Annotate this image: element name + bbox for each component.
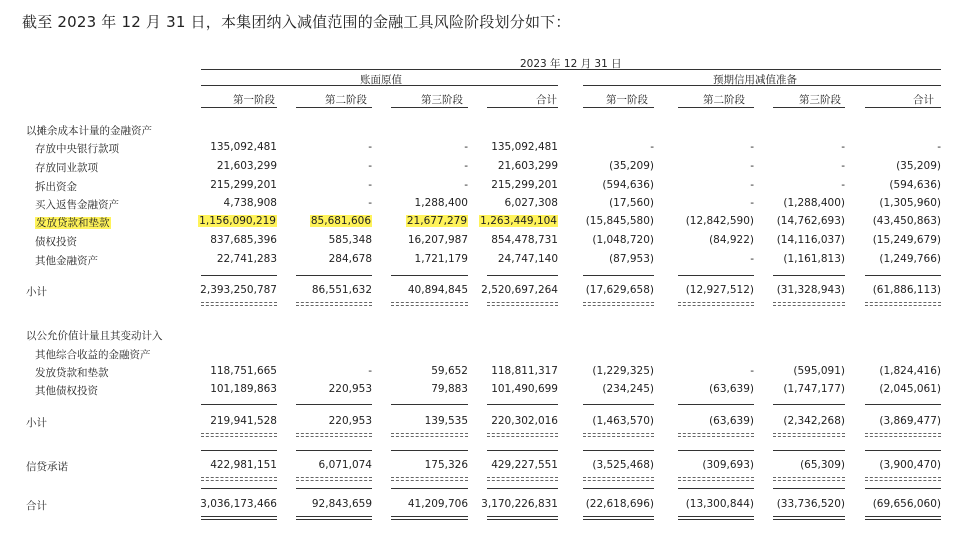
intro-text: 截至 2023 年 12 月 31 日，本集团纳入减值范围的金融工具风险阶段划分如下： <box>22 13 571 31</box>
table-cell <box>406 215 468 227</box>
column-rule <box>865 519 941 520</box>
table-cell: (12,927,512) <box>685 284 754 296</box>
column-rule <box>865 302 941 303</box>
column-rule <box>296 433 372 434</box>
table-cell: (69,656,060) <box>872 498 941 510</box>
table-cell: (3,869,477) <box>879 415 941 427</box>
table-cell: (17,560) <box>609 197 654 209</box>
table-cell: 135,092,481 <box>210 141 277 153</box>
table-cell: 3,170,226,831 <box>481 498 558 510</box>
column-rule <box>487 433 558 434</box>
column-rule <box>201 275 277 276</box>
column-rule <box>583 275 654 276</box>
table-row <box>0 347 960 364</box>
table-row <box>0 253 960 270</box>
table-cell: (14,762,693) <box>776 215 845 227</box>
column-rule <box>583 480 654 481</box>
table-cell: 21,603,299 <box>497 160 558 172</box>
column-rule <box>678 302 754 303</box>
column-rule <box>201 436 277 437</box>
column-rule <box>865 404 941 405</box>
table-cell: 40,894,845 <box>407 284 468 296</box>
table-cell: (61,886,113) <box>872 284 941 296</box>
row-label: 其他金融资产 <box>35 255 98 267</box>
column-rule <box>296 436 372 437</box>
table-cell: 139,535 <box>424 415 468 427</box>
table-cell: 215,299,201 <box>491 179 558 191</box>
column-rule <box>487 519 558 520</box>
table-cell: (1,824,416) <box>879 365 941 377</box>
header-rule-top <box>201 69 941 70</box>
column-rule <box>773 302 845 303</box>
row-label: 发放贷款和垫款 <box>35 367 109 379</box>
table-cell: (1,747,177) <box>783 383 845 395</box>
header-group-ecl: 预期信用减值准备 <box>713 74 797 86</box>
column-rule <box>865 480 941 481</box>
column-rule <box>391 305 468 306</box>
column-rule <box>865 433 941 434</box>
column-rule <box>773 305 845 306</box>
column-rule <box>391 519 468 520</box>
table-cell <box>198 215 277 227</box>
column-rule <box>773 433 845 434</box>
row-label: 买入返售金融资产 <box>35 199 119 211</box>
column-rule <box>487 488 558 489</box>
column-rule <box>773 480 845 481</box>
table-cell: 837,685,396 <box>210 234 277 246</box>
column-rule <box>296 477 372 478</box>
table-cell: - <box>750 160 754 172</box>
col-underline-8 <box>865 107 941 108</box>
table-cell: 118,811,317 <box>491 365 558 377</box>
column-rule <box>296 275 372 276</box>
table-cell: 1,721,179 <box>414 253 468 265</box>
table-cell: 59,652 <box>431 365 468 377</box>
table-cell: 16,207,987 <box>407 234 468 246</box>
column-rule <box>487 477 558 478</box>
table-cell: - <box>750 365 754 377</box>
column-rule <box>391 275 468 276</box>
column-rule <box>678 480 754 481</box>
row-label: 合计 <box>26 500 47 512</box>
col-underline-2 <box>296 107 372 108</box>
table-cell: (84,922) <box>709 234 754 246</box>
column-rule <box>201 305 277 306</box>
row-label: 债权投资 <box>35 236 77 248</box>
table-cell: (1,305,960) <box>879 197 941 209</box>
column-rule <box>773 477 845 478</box>
table-cell: (309,693) <box>702 459 754 471</box>
table-cell: 219,941,528 <box>210 415 277 427</box>
table-cell: - <box>750 197 754 209</box>
column-rule <box>678 436 754 437</box>
column-rule <box>865 436 941 437</box>
column-rule <box>391 480 468 481</box>
table-cell: - <box>750 253 754 265</box>
highlighted-label: 发放贷款和垫款 <box>36 217 110 229</box>
table-cell: (234,245) <box>602 383 654 395</box>
column-rule <box>391 302 468 303</box>
row-label: 小计 <box>26 286 47 298</box>
column-rule <box>583 519 654 520</box>
table-cell: (14,116,037) <box>776 234 845 246</box>
row-label: 存放中央银行款项 <box>35 143 119 155</box>
column-rule <box>201 404 277 405</box>
column-rule <box>201 302 277 303</box>
column-rule <box>583 305 654 306</box>
highlighted-value: 21,677,279 <box>406 215 467 227</box>
table-row <box>0 215 960 232</box>
table-cell: 135,092,481 <box>491 141 558 153</box>
column-rule <box>583 433 654 434</box>
table-cell: (1,048,720) <box>592 234 654 246</box>
header-group-book-value: 账面原值 <box>360 74 402 86</box>
table-cell: (15,845,580) <box>585 215 654 227</box>
table-cell: (35,209) <box>896 160 941 172</box>
column-rule <box>201 433 277 434</box>
table-cell: (3,900,470) <box>879 459 941 471</box>
highlighted-value: 1,263,449,104 <box>480 215 557 227</box>
column-rule <box>678 275 754 276</box>
table-cell <box>479 215 558 227</box>
column-rule <box>296 480 372 481</box>
table-cell: (87,953) <box>609 253 654 265</box>
table-cell: - <box>937 141 941 153</box>
column-rule <box>583 302 654 303</box>
col-header-book-stage1: 第一阶段 <box>233 94 275 106</box>
column-rule <box>678 450 754 451</box>
column-rule <box>201 488 277 489</box>
table-cell: (31,328,943) <box>776 284 845 296</box>
column-rule <box>583 488 654 489</box>
col-header-ecl-stage2: 第二阶段 <box>703 94 745 106</box>
column-rule <box>773 275 845 276</box>
table-cell: 92,843,659 <box>311 498 372 510</box>
table-cell: (65,309) <box>800 459 845 471</box>
table-row <box>0 459 960 476</box>
table-cell: 220,953 <box>328 383 372 395</box>
column-rule <box>773 488 845 489</box>
column-rule <box>391 433 468 434</box>
column-rule <box>201 450 277 451</box>
table-cell: 220,302,016 <box>491 415 558 427</box>
column-rule <box>296 302 372 303</box>
table-cell: (3,525,468) <box>592 459 654 471</box>
table-cell: 79,883 <box>431 383 468 395</box>
table-row <box>0 234 960 251</box>
column-rule <box>678 305 754 306</box>
column-rule <box>487 480 558 481</box>
table-cell: 3,036,173,466 <box>200 498 277 510</box>
row-label: 拆出资金 <box>35 181 77 193</box>
table-cell: 6,027,308 <box>504 197 558 209</box>
table-cell: 21,603,299 <box>216 160 277 172</box>
table-cell: - <box>464 160 468 172</box>
table-cell: 220,953 <box>328 415 372 427</box>
table-cell: 86,551,632 <box>311 284 372 296</box>
column-rule <box>296 450 372 451</box>
column-rule <box>865 450 941 451</box>
table-cell: (1,249,766) <box>879 253 941 265</box>
col-underline-7 <box>773 107 845 108</box>
col-header-ecl-stage1: 第一阶段 <box>606 94 648 106</box>
column-rule <box>391 436 468 437</box>
table-cell: 284,678 <box>328 253 372 265</box>
column-rule <box>678 519 754 520</box>
table-row <box>0 197 960 214</box>
col-underline-6 <box>678 107 754 108</box>
table-cell: (22,618,696) <box>585 498 654 510</box>
col-header-book-total: 合计 <box>536 94 557 106</box>
column-rule <box>296 488 372 489</box>
table-cell: 2,393,250,787 <box>200 284 277 296</box>
table-cell: 585,348 <box>328 234 372 246</box>
table-cell: (1,463,570) <box>592 415 654 427</box>
table-row <box>0 498 960 515</box>
column-rule <box>865 305 941 306</box>
header-rule-book <box>201 85 558 86</box>
table-row <box>0 179 960 196</box>
col-header-book-stage3: 第三阶段 <box>421 94 463 106</box>
table-cell: 429,227,551 <box>491 459 558 471</box>
column-rule <box>487 516 558 517</box>
table-cell: 215,299,201 <box>210 179 277 191</box>
column-rule <box>201 480 277 481</box>
col-underline-5 <box>583 107 654 108</box>
column-rule <box>391 488 468 489</box>
column-rule <box>583 450 654 451</box>
col-header-book-stage2: 第二阶段 <box>325 94 367 106</box>
column-rule <box>865 275 941 276</box>
column-rule <box>201 477 277 478</box>
table-cell: - <box>750 141 754 153</box>
column-rule <box>487 436 558 437</box>
column-rule <box>773 516 845 517</box>
column-rule <box>583 477 654 478</box>
table-cell: (15,249,679) <box>872 234 941 246</box>
column-rule <box>678 433 754 434</box>
table-cell: (43,450,863) <box>872 215 941 227</box>
table-row <box>0 415 960 432</box>
header-rule-ecl <box>583 85 941 86</box>
table-cell: (17,629,658) <box>585 284 654 296</box>
column-rule <box>678 477 754 478</box>
table-cell: 175,326 <box>424 459 468 471</box>
table-cell: 22,741,283 <box>216 253 277 265</box>
table-cell: 854,478,731 <box>491 234 558 246</box>
column-rule <box>678 516 754 517</box>
table-cell: - <box>464 141 468 153</box>
table-cell <box>310 215 372 227</box>
column-rule <box>391 516 468 517</box>
column-rule <box>865 516 941 517</box>
col-header-ecl-stage3: 第三阶段 <box>799 94 841 106</box>
table-cell: - <box>368 160 372 172</box>
table-cell: - <box>650 141 654 153</box>
column-rule <box>773 519 845 520</box>
column-rule <box>391 450 468 451</box>
table-cell: (1,161,813) <box>783 253 845 265</box>
row-label: 存放同业款项 <box>35 162 98 174</box>
table-cell: 2,520,697,264 <box>481 284 558 296</box>
table-row <box>0 383 960 400</box>
column-rule <box>296 305 372 306</box>
table-cell: - <box>750 179 754 191</box>
highlighted-value: 1,156,090,219 <box>199 215 276 227</box>
column-rule <box>487 450 558 451</box>
table-cell: - <box>841 160 845 172</box>
table-cell: - <box>464 179 468 191</box>
column-rule <box>487 305 558 306</box>
highlighted-value: 85,681,606 <box>310 215 371 227</box>
column-rule <box>678 404 754 405</box>
table-cell: 41,209,706 <box>407 498 468 510</box>
column-rule <box>201 519 277 520</box>
table-row <box>0 160 960 177</box>
table-cell: (33,736,520) <box>776 498 845 510</box>
col-underline-4 <box>487 107 558 108</box>
table-cell: (35,209) <box>609 160 654 172</box>
table-cell: - <box>368 365 372 377</box>
col-underline-1 <box>201 107 277 108</box>
section-title-amortized-cost: 以摊余成本计量的金融资产 <box>26 125 152 137</box>
row-label: 小计 <box>26 417 47 429</box>
table-cell: (1,288,400) <box>783 197 845 209</box>
table-cell: 1,288,400 <box>414 197 468 209</box>
column-rule <box>583 516 654 517</box>
table-cell: 101,189,863 <box>210 383 277 395</box>
column-rule <box>678 488 754 489</box>
table-row <box>0 284 960 301</box>
table-cell: (594,636) <box>889 179 941 191</box>
column-rule <box>773 404 845 405</box>
column-rule <box>865 488 941 489</box>
table-cell: - <box>368 197 372 209</box>
table-cell: (2,342,268) <box>783 415 845 427</box>
table-row <box>0 365 960 382</box>
col-underline-3 <box>391 107 468 108</box>
column-rule <box>296 519 372 520</box>
column-rule <box>583 436 654 437</box>
column-rule <box>583 404 654 405</box>
table-cell: 6,071,074 <box>318 459 372 471</box>
column-rule <box>487 275 558 276</box>
column-rule <box>487 404 558 405</box>
table-cell: (63,639) <box>709 415 754 427</box>
column-rule <box>391 477 468 478</box>
table-cell: (63,639) <box>709 383 754 395</box>
column-rule <box>201 516 277 517</box>
row-label: 其他综合收益的金融资产 <box>35 349 151 361</box>
row-label: 其他债权投资 <box>35 385 98 397</box>
column-rule <box>391 404 468 405</box>
table-cell: - <box>368 179 372 191</box>
header-date: 2023 年 12 月 31 日 <box>520 58 622 70</box>
col-header-ecl-total: 合计 <box>913 94 934 106</box>
table-cell: 24,747,140 <box>497 253 558 265</box>
column-rule <box>773 450 845 451</box>
row-label: 信贷承诺 <box>26 461 68 473</box>
table-cell: (1,229,325) <box>592 365 654 377</box>
table-cell: (595,091) <box>793 365 845 377</box>
table-cell: - <box>841 179 845 191</box>
table-cell: (2,045,061) <box>879 383 941 395</box>
table-cell: - <box>841 141 845 153</box>
table-cell: (12,842,590) <box>685 215 754 227</box>
table-cell: 101,490,699 <box>491 383 558 395</box>
row-label <box>35 215 111 230</box>
column-rule <box>773 436 845 437</box>
table-cell: (13,300,844) <box>685 498 754 510</box>
table-cell: 422,981,151 <box>210 459 277 471</box>
table-cell: (594,636) <box>602 179 654 191</box>
column-rule <box>296 404 372 405</box>
table-cell: 118,751,665 <box>210 365 277 377</box>
column-rule <box>865 477 941 478</box>
table-cell: 4,738,908 <box>223 197 277 209</box>
table-cell: - <box>368 141 372 153</box>
column-rule <box>487 302 558 303</box>
table-row <box>0 141 960 158</box>
column-rule <box>296 516 372 517</box>
section-title-fvoci: 以公允价值计量且其变动计入 <box>26 330 163 342</box>
